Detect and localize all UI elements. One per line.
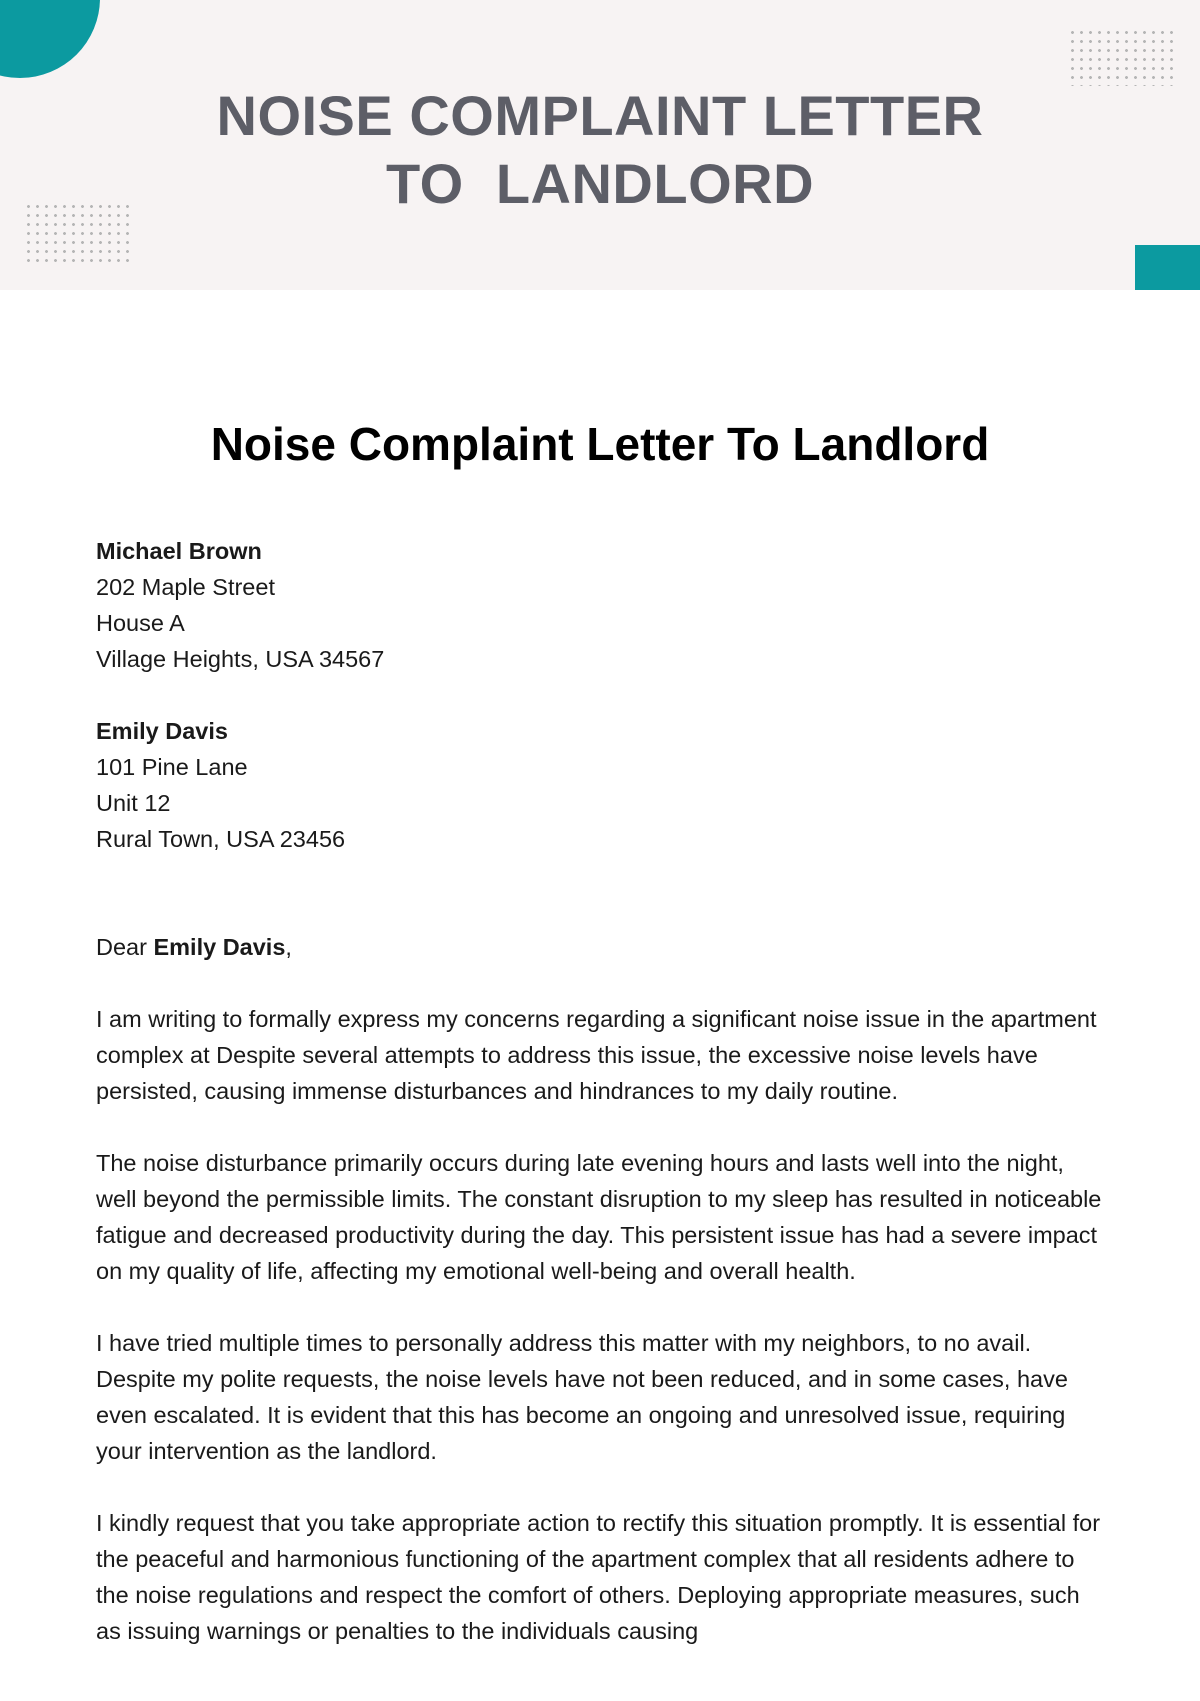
letter-paragraph: I kindly request that you take appropriate action to rectify this situation promptly. It is essential for the peaceful and harmonious functioning of the apartment complex that all residents adhere to the noise regulations and respect the comfort of others. Deploying appropriate measures, such as issuing warnings or penalties to the individuals causing [96,1510,1101,1644]
letter-paragraph: I have tried multiple times to personally address this matter with my neighbors, to no avail. Despite my polite requests, the noise levels have not been reduced, and in some cases, have even escalated. It is evident that this has become an ongoing and unresolved issue, requiring your intervention as the landlord. [96,1330,1068,1464]
sender-name: Michael Brown [96,538,262,564]
salutation-greeting: Dear [96,934,154,960]
banner-title-line: TO LANDLORD [385,152,815,215]
recipient-street: 101 Pine Lane [96,754,248,780]
dot-grid-decoration [1068,28,1174,86]
sender-street: 202 Maple Street [96,574,275,600]
recipient-unit: Unit 12 [96,790,171,816]
sender-city: Village Heights, USA 34567 [96,646,385,672]
salutation [96,929,1106,965]
dot-grid-decoration [24,202,132,262]
document-title: Noise Complaint Letter To Landlord [210,418,990,470]
sender-unit: House A [96,610,185,636]
recipient-address [96,713,1106,857]
letter-paragraph: I am writing to formally express my concerns regarding a significant noise issue in the apartment complex at Despite several attempts to address this issue, the excessive noise levels have persisted, causing immense disturbances and hindrances to my daily routine. [96,1006,1097,1104]
salutation-punct: , [285,934,292,960]
salutation-name: Emily Davis [153,934,286,960]
banner-title-line: NOISE COMPLAINT LETTER [216,84,984,147]
teal-square-decoration [1135,245,1200,290]
letter-paragraph: The noise disturbance primarily occurs during late evening hours and lasts well into the night, well beyond the permissible limits. The constant disruption to my sleep has resulted in noticeable fatigue and decreased productivity during the day. This persistent issue has had a severe impact on my quality of life, affecting my emotional well-being and overall health. [96,1150,1102,1284]
sender-address [96,533,1106,677]
recipient-name: Emily Davis [96,718,228,744]
banner-title [150,82,1050,218]
letter-body [96,533,1106,1649]
recipient-city: Rural Town, USA 23456 [96,826,346,852]
header-banner [0,0,1200,290]
teal-circle-decoration [0,0,100,78]
